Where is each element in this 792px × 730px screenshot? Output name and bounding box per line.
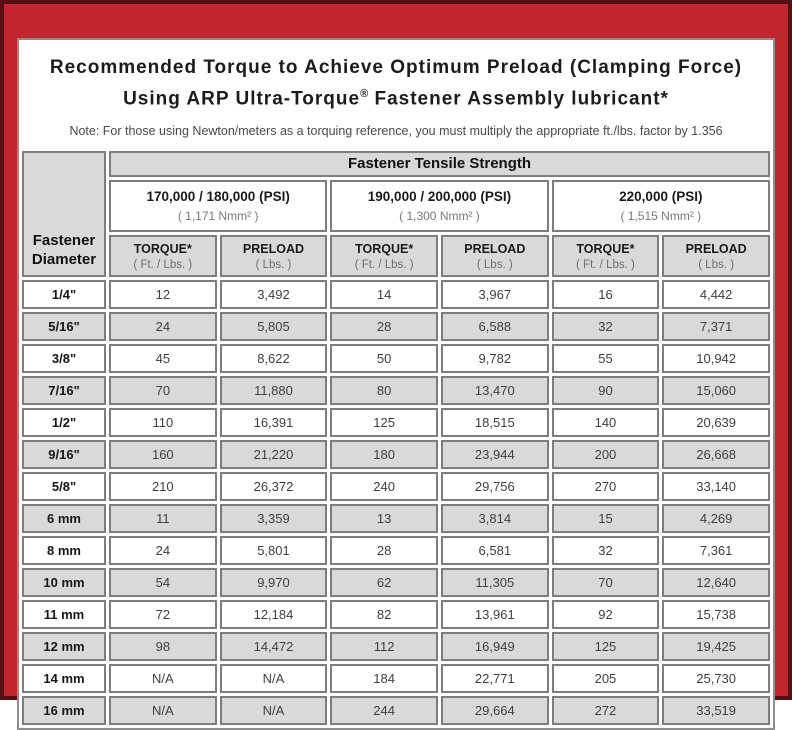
nmm-label: ( 1,515 Nmm² )	[620, 209, 702, 224]
preload-value-cell: N/A	[220, 696, 328, 725]
torque-value-cell: 55	[552, 344, 660, 373]
preload-value-cell: 12,184	[220, 600, 328, 629]
torque-value-cell: 62	[330, 568, 438, 597]
diameter-cell: 11 mm	[22, 600, 106, 629]
torque-value-cell: 16	[552, 280, 660, 309]
preload-value-cell: 12,640	[662, 568, 770, 597]
torque-value-cell: 70	[552, 568, 660, 597]
preload-value-cell: 19,425	[662, 632, 770, 661]
preload-unit: ( Lbs. )	[698, 258, 735, 271]
title-line-2-post: Fastener Assembly lubricant*	[368, 88, 669, 110]
torque-column-header	[109, 235, 217, 277]
preload-value-cell: 26,668	[662, 440, 770, 469]
preload-value-cell: 5,801	[220, 536, 328, 565]
preload-value-cell: 7,371	[662, 312, 770, 341]
torque-value-cell: 110	[109, 408, 217, 437]
table-row	[22, 440, 770, 469]
torque-value-cell: 140	[552, 408, 660, 437]
torque-value-cell: 11	[109, 504, 217, 533]
diameter-cell: 9/16"	[22, 440, 106, 469]
preload-column-header	[662, 235, 770, 277]
torque-value-cell: 270	[552, 472, 660, 501]
preload-value-cell: 9,970	[220, 568, 328, 597]
preload-value-cell: 3,359	[220, 504, 328, 533]
diameter-cell: 8 mm	[22, 536, 106, 565]
torque-table	[19, 148, 773, 728]
torque-value-cell: 210	[109, 472, 217, 501]
torque-value-cell: 205	[552, 664, 660, 693]
torque-value-cell: 272	[552, 696, 660, 725]
tensile-header-row	[22, 151, 770, 177]
torque-value-cell: 14	[330, 280, 438, 309]
table-row	[22, 312, 770, 341]
preload-value-cell: 8,622	[220, 344, 328, 373]
preload-value-cell: 21,220	[220, 440, 328, 469]
preload-value-cell: 14,472	[220, 632, 328, 661]
preload-value-cell: 22,771	[441, 664, 549, 693]
nmm-label: ( 1,300 Nmm² )	[399, 209, 480, 224]
preload-value-cell: 26,372	[220, 472, 328, 501]
preload-value-cell: 29,664	[441, 696, 549, 725]
preload-value-cell: 20,639	[662, 408, 770, 437]
diameter-cell: 14 mm	[22, 664, 106, 693]
torque-value-cell: 24	[109, 536, 217, 565]
preload-value-cell: 5,805	[220, 312, 328, 341]
table-row	[22, 472, 770, 501]
torque-value-cell: 15	[552, 504, 660, 533]
torque-value-cell: 70	[109, 376, 217, 405]
table-row	[22, 504, 770, 533]
preload-value-cell: 29,756	[441, 472, 549, 501]
torque-unit: ( Ft. / Lbs. )	[576, 258, 635, 271]
nmm-label: ( 1,171 Nmm² )	[177, 209, 259, 224]
psi-label: 190,000 / 200,000 (PSI)	[367, 189, 512, 205]
preload-value-cell: 16,949	[441, 632, 549, 661]
torque-value-cell: 50	[330, 344, 438, 373]
preload-value-cell: 16,391	[220, 408, 328, 437]
torque-value-cell: 160	[109, 440, 217, 469]
diameter-cell: 5/8"	[22, 472, 106, 501]
preload-value-cell: 11,880	[220, 376, 328, 405]
torque-value-cell: 200	[552, 440, 660, 469]
preload-value-cell: 18,515	[441, 408, 549, 437]
torque-value-cell: 28	[330, 312, 438, 341]
torque-value-cell: 240	[330, 472, 438, 501]
preload-label: PRELOAD	[464, 241, 526, 256]
preload-value-cell: 4,269	[662, 504, 770, 533]
torque-value-cell: 72	[109, 600, 217, 629]
title-line-2	[19, 81, 773, 112]
torque-value-cell: 54	[109, 568, 217, 597]
preload-value-cell: 33,140	[662, 472, 770, 501]
preload-value-cell: 10,942	[662, 344, 770, 373]
diameter-cell: 3/8"	[22, 344, 106, 373]
torque-unit: ( Ft. / Lbs. )	[354, 258, 414, 271]
preload-value-cell: 9,782	[441, 344, 549, 373]
preload-value-cell: 6,581	[441, 536, 549, 565]
preload-label: PRELOAD	[685, 241, 747, 256]
torque-value-cell: 32	[552, 312, 660, 341]
tensile-strength-header: Fastener Tensile Strength	[109, 151, 770, 177]
table-row	[22, 344, 770, 373]
preload-value-cell: 3,967	[441, 280, 549, 309]
torque-value-cell: N/A	[109, 664, 217, 693]
preload-label: PRELOAD	[242, 241, 305, 256]
diameter-cell: 10 mm	[22, 568, 106, 597]
preload-value-cell: 4,442	[662, 280, 770, 309]
torque-value-cell: 28	[330, 536, 438, 565]
preload-unit: ( Lbs. )	[255, 258, 292, 271]
torque-column-header	[552, 235, 660, 277]
diameter-cell: 6 mm	[22, 504, 106, 533]
preload-value-cell: 33,519	[662, 696, 770, 725]
diameter-cell: 1/4"	[22, 280, 106, 309]
preload-value-cell: 7,361	[662, 536, 770, 565]
torque-value-cell: 82	[330, 600, 438, 629]
table-row	[22, 536, 770, 565]
preload-value-cell: N/A	[220, 664, 328, 693]
diameter-cell: 7/16"	[22, 376, 106, 405]
registered-trademark-symbol: ®	[360, 88, 369, 100]
table-row	[22, 664, 770, 693]
torque-label: TORQUE*	[355, 241, 414, 256]
torque-value-cell: 180	[330, 440, 438, 469]
preload-unit: ( Lbs. )	[476, 258, 513, 271]
torque-value-cell: 32	[552, 536, 660, 565]
torque-value-cell: 112	[330, 632, 438, 661]
fastener-diameter-header: Fastener Diameter	[22, 151, 106, 277]
psi-group-header-3	[552, 180, 770, 232]
preload-value-cell: 6,588	[441, 312, 549, 341]
table-row	[22, 376, 770, 405]
preload-value-cell: 3,492	[220, 280, 328, 309]
torque-value-cell: 92	[552, 600, 660, 629]
table-body	[22, 280, 770, 725]
table-row	[22, 408, 770, 437]
psi-label: 170,000 / 180,000 (PSI)	[146, 189, 290, 205]
table-row	[22, 696, 770, 725]
preload-value-cell: 25,730	[662, 664, 770, 693]
torque-label: TORQUE*	[133, 241, 192, 256]
psi-label: 220,000 (PSI)	[619, 189, 703, 205]
preload-value-cell: 13,961	[441, 600, 549, 629]
diameter-cell: 12 mm	[22, 632, 106, 661]
diameter-cell: 5/16"	[22, 312, 106, 341]
torque-value-cell: 12	[109, 280, 217, 309]
diameter-cell: 1/2"	[22, 408, 106, 437]
torque-value-cell: 125	[330, 408, 438, 437]
torque-value-cell: 244	[330, 696, 438, 725]
content-panel	[17, 38, 775, 730]
table-row	[22, 600, 770, 629]
diameter-cell: 16 mm	[22, 696, 106, 725]
preload-value-cell: 3,814	[441, 504, 549, 533]
preload-column-header	[220, 235, 328, 277]
torque-value-cell: 80	[330, 376, 438, 405]
table-row	[22, 632, 770, 661]
preload-value-cell: 11,305	[441, 568, 549, 597]
psi-header-row	[22, 180, 770, 232]
torque-column-header	[330, 235, 438, 277]
torque-label: TORQUE*	[576, 241, 635, 256]
page-title	[19, 54, 773, 112]
sub-header-row	[22, 235, 770, 277]
torque-value-cell: 90	[552, 376, 660, 405]
torque-value-cell: 125	[552, 632, 660, 661]
preload-value-cell: 23,944	[441, 440, 549, 469]
preload-value-cell: 15,738	[662, 600, 770, 629]
preload-column-header	[441, 235, 549, 277]
table-row	[22, 568, 770, 597]
preload-value-cell: 15,060	[662, 376, 770, 405]
torque-value-cell: 45	[109, 344, 217, 373]
psi-group-header-1	[109, 180, 327, 232]
torque-value-cell: 13	[330, 504, 438, 533]
preload-value-cell: 13,470	[441, 376, 549, 405]
torque-value-cell: 24	[109, 312, 217, 341]
torque-value-cell: 98	[109, 632, 217, 661]
torque-value-cell: 184	[330, 664, 438, 693]
note-text: Note: For those using Newton/meters as a torquing reference, you must multiply the appropriate ft./lbs. factor by 1.356	[69, 124, 723, 139]
table-row	[22, 280, 770, 309]
title-line-1: Recommended Torque to Achieve Optimum Preload (Clamping Force)	[49, 57, 743, 78]
torque-unit: ( Ft. / Lbs. )	[133, 258, 193, 271]
title-line-2-pre: Using ARP Ultra-Torque	[123, 88, 361, 110]
torque-value-cell: N/A	[109, 696, 217, 725]
psi-group-header-2	[330, 180, 548, 232]
